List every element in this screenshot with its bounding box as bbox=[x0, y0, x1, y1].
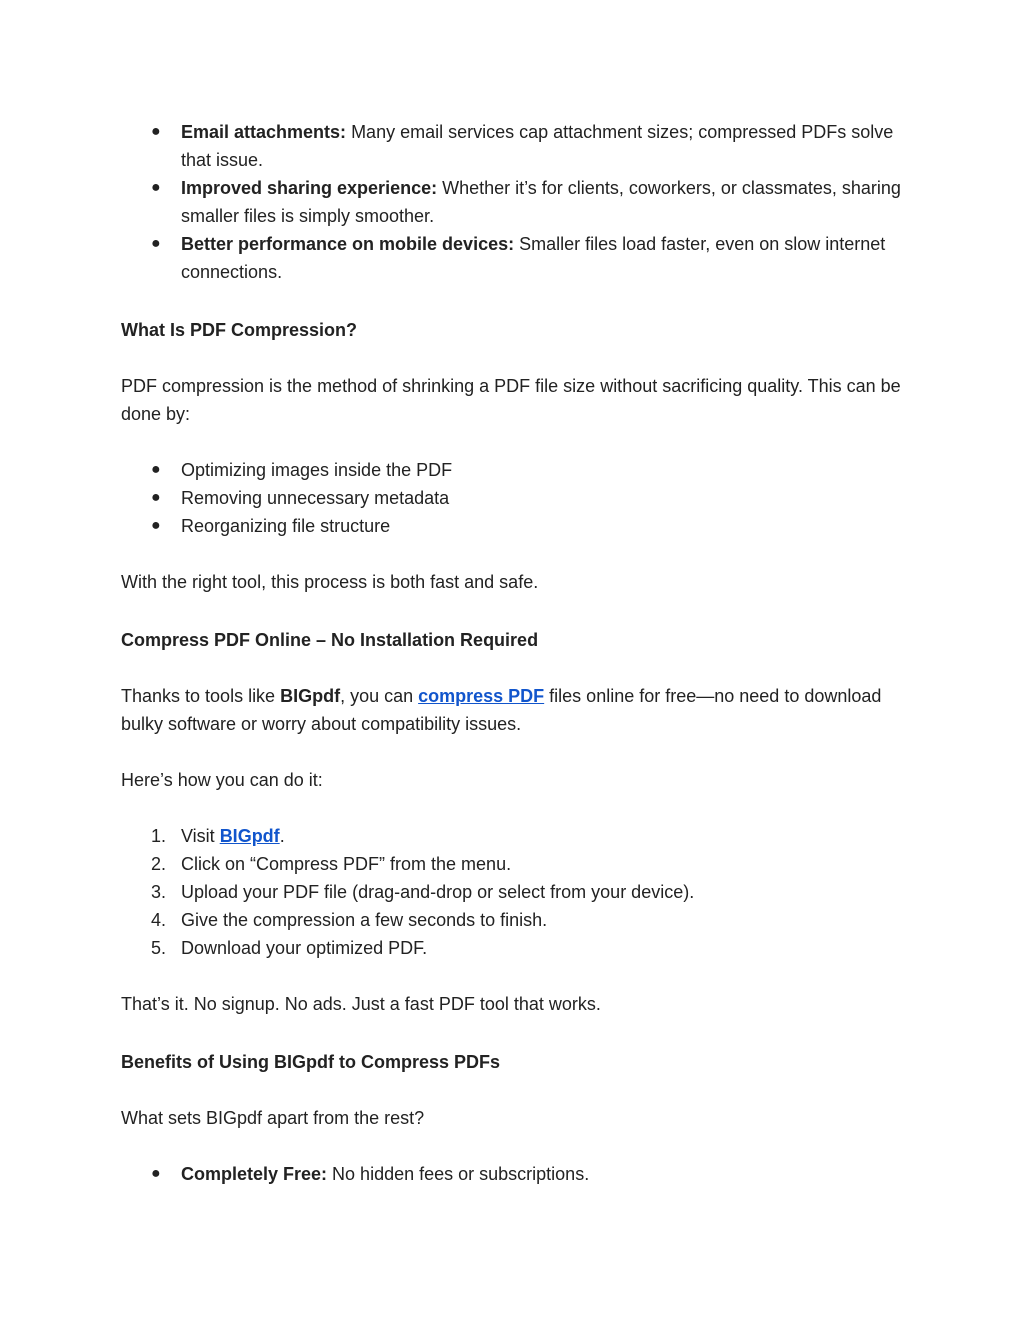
step-text: Visit bbox=[181, 826, 220, 846]
text-run: Thanks to tools like bbox=[121, 686, 281, 706]
step-text: Click on “Compress PDF” from the menu. bbox=[181, 854, 512, 874]
step-text: Give the compression a few seconds to finish. bbox=[181, 910, 548, 930]
step-number: 2. bbox=[151, 854, 167, 874]
bullet-icon: ● bbox=[151, 179, 161, 196]
list-item-text: No hidden fees or subscriptions. bbox=[327, 1164, 590, 1184]
bullet-icon: ● bbox=[151, 1165, 161, 1182]
list-item-bold: Completely Free: bbox=[181, 1164, 328, 1184]
list-item bbox=[121, 456, 911, 484]
paragraph: What sets BIGpdf apart from the rest? bbox=[121, 1108, 425, 1128]
text-run: , you can bbox=[340, 686, 419, 706]
step-text: . bbox=[279, 826, 285, 846]
list-item-text: Smaller files load faster, even on slow internet connections. bbox=[181, 234, 886, 282]
text-run: files online for free—no need to download bulky software or worry about compatibility issues. bbox=[121, 686, 882, 734]
bullet-icon: ● bbox=[151, 461, 161, 478]
benefits-list bbox=[121, 1160, 911, 1188]
step-number: 3. bbox=[151, 882, 167, 902]
intro-bullet-list bbox=[121, 118, 911, 286]
list-item bbox=[121, 118, 911, 174]
list-item-text: Many email services cap attachment sizes; compressed PDFs solve that issue. bbox=[181, 122, 894, 170]
step-item bbox=[121, 850, 911, 878]
paragraph: That’s it. No signup. No ads. Just a fast PDF tool that works. bbox=[121, 994, 601, 1014]
bullet-icon: ● bbox=[151, 489, 161, 506]
brand-name: BIGpdf bbox=[280, 686, 341, 706]
list-item-bold: Improved sharing experience: bbox=[181, 178, 438, 198]
document-page bbox=[121, 118, 911, 1188]
list-item-bold: Email attachments: bbox=[181, 122, 347, 142]
list-item bbox=[121, 484, 911, 512]
bullet-icon: ● bbox=[151, 235, 161, 252]
list-item bbox=[121, 512, 911, 540]
list-item bbox=[121, 174, 911, 230]
steps-list bbox=[121, 822, 911, 962]
list-item-text: Reorganizing file structure bbox=[181, 516, 391, 536]
paragraph: PDF compression is the method of shrinking a PDF file size without sacrificing quality. This can be done by: bbox=[121, 376, 901, 424]
compress-pdf-link[interactable]: compress PDF bbox=[418, 686, 545, 706]
step-number: 5. bbox=[151, 938, 167, 958]
bullet-icon: ● bbox=[151, 517, 161, 534]
list-item-text: Optimizing images inside the PDF bbox=[181, 460, 453, 480]
section-heading-benefits: Benefits of Using BIGpdf to Compress PDFs bbox=[121, 1052, 501, 1072]
step-item bbox=[121, 906, 911, 934]
list-item-bold: Better performance on mobile devices: bbox=[181, 234, 515, 254]
paragraph bbox=[121, 682, 911, 738]
paragraph: With the right tool, this process is both fast and safe. bbox=[121, 572, 539, 592]
paragraph: Here’s how you can do it: bbox=[121, 770, 323, 790]
step-item bbox=[121, 934, 911, 962]
list-item bbox=[121, 230, 911, 286]
step-number: 4. bbox=[151, 910, 167, 930]
bigpdf-link[interactable]: BIGpdf bbox=[219, 826, 280, 846]
step-number: 1. bbox=[151, 826, 167, 846]
list-item-text: Removing unnecessary metadata bbox=[181, 488, 450, 508]
step-text: Download your optimized PDF. bbox=[181, 938, 428, 958]
list-item bbox=[121, 1160, 911, 1188]
bullet-icon: ● bbox=[151, 123, 161, 140]
list-item-text: Whether it’s for clients, coworkers, or classmates, sharing smaller files is simply smoother. bbox=[181, 178, 901, 226]
compression-methods-list bbox=[121, 456, 911, 540]
step-item bbox=[121, 878, 911, 906]
step-item bbox=[121, 822, 911, 850]
step-text: Upload your PDF file (drag-and-drop or select from your device). bbox=[181, 882, 695, 902]
section-heading-compress-online: Compress PDF Online – No Installation Required bbox=[121, 630, 539, 650]
section-heading-pdf-compression: What Is PDF Compression? bbox=[121, 320, 358, 340]
